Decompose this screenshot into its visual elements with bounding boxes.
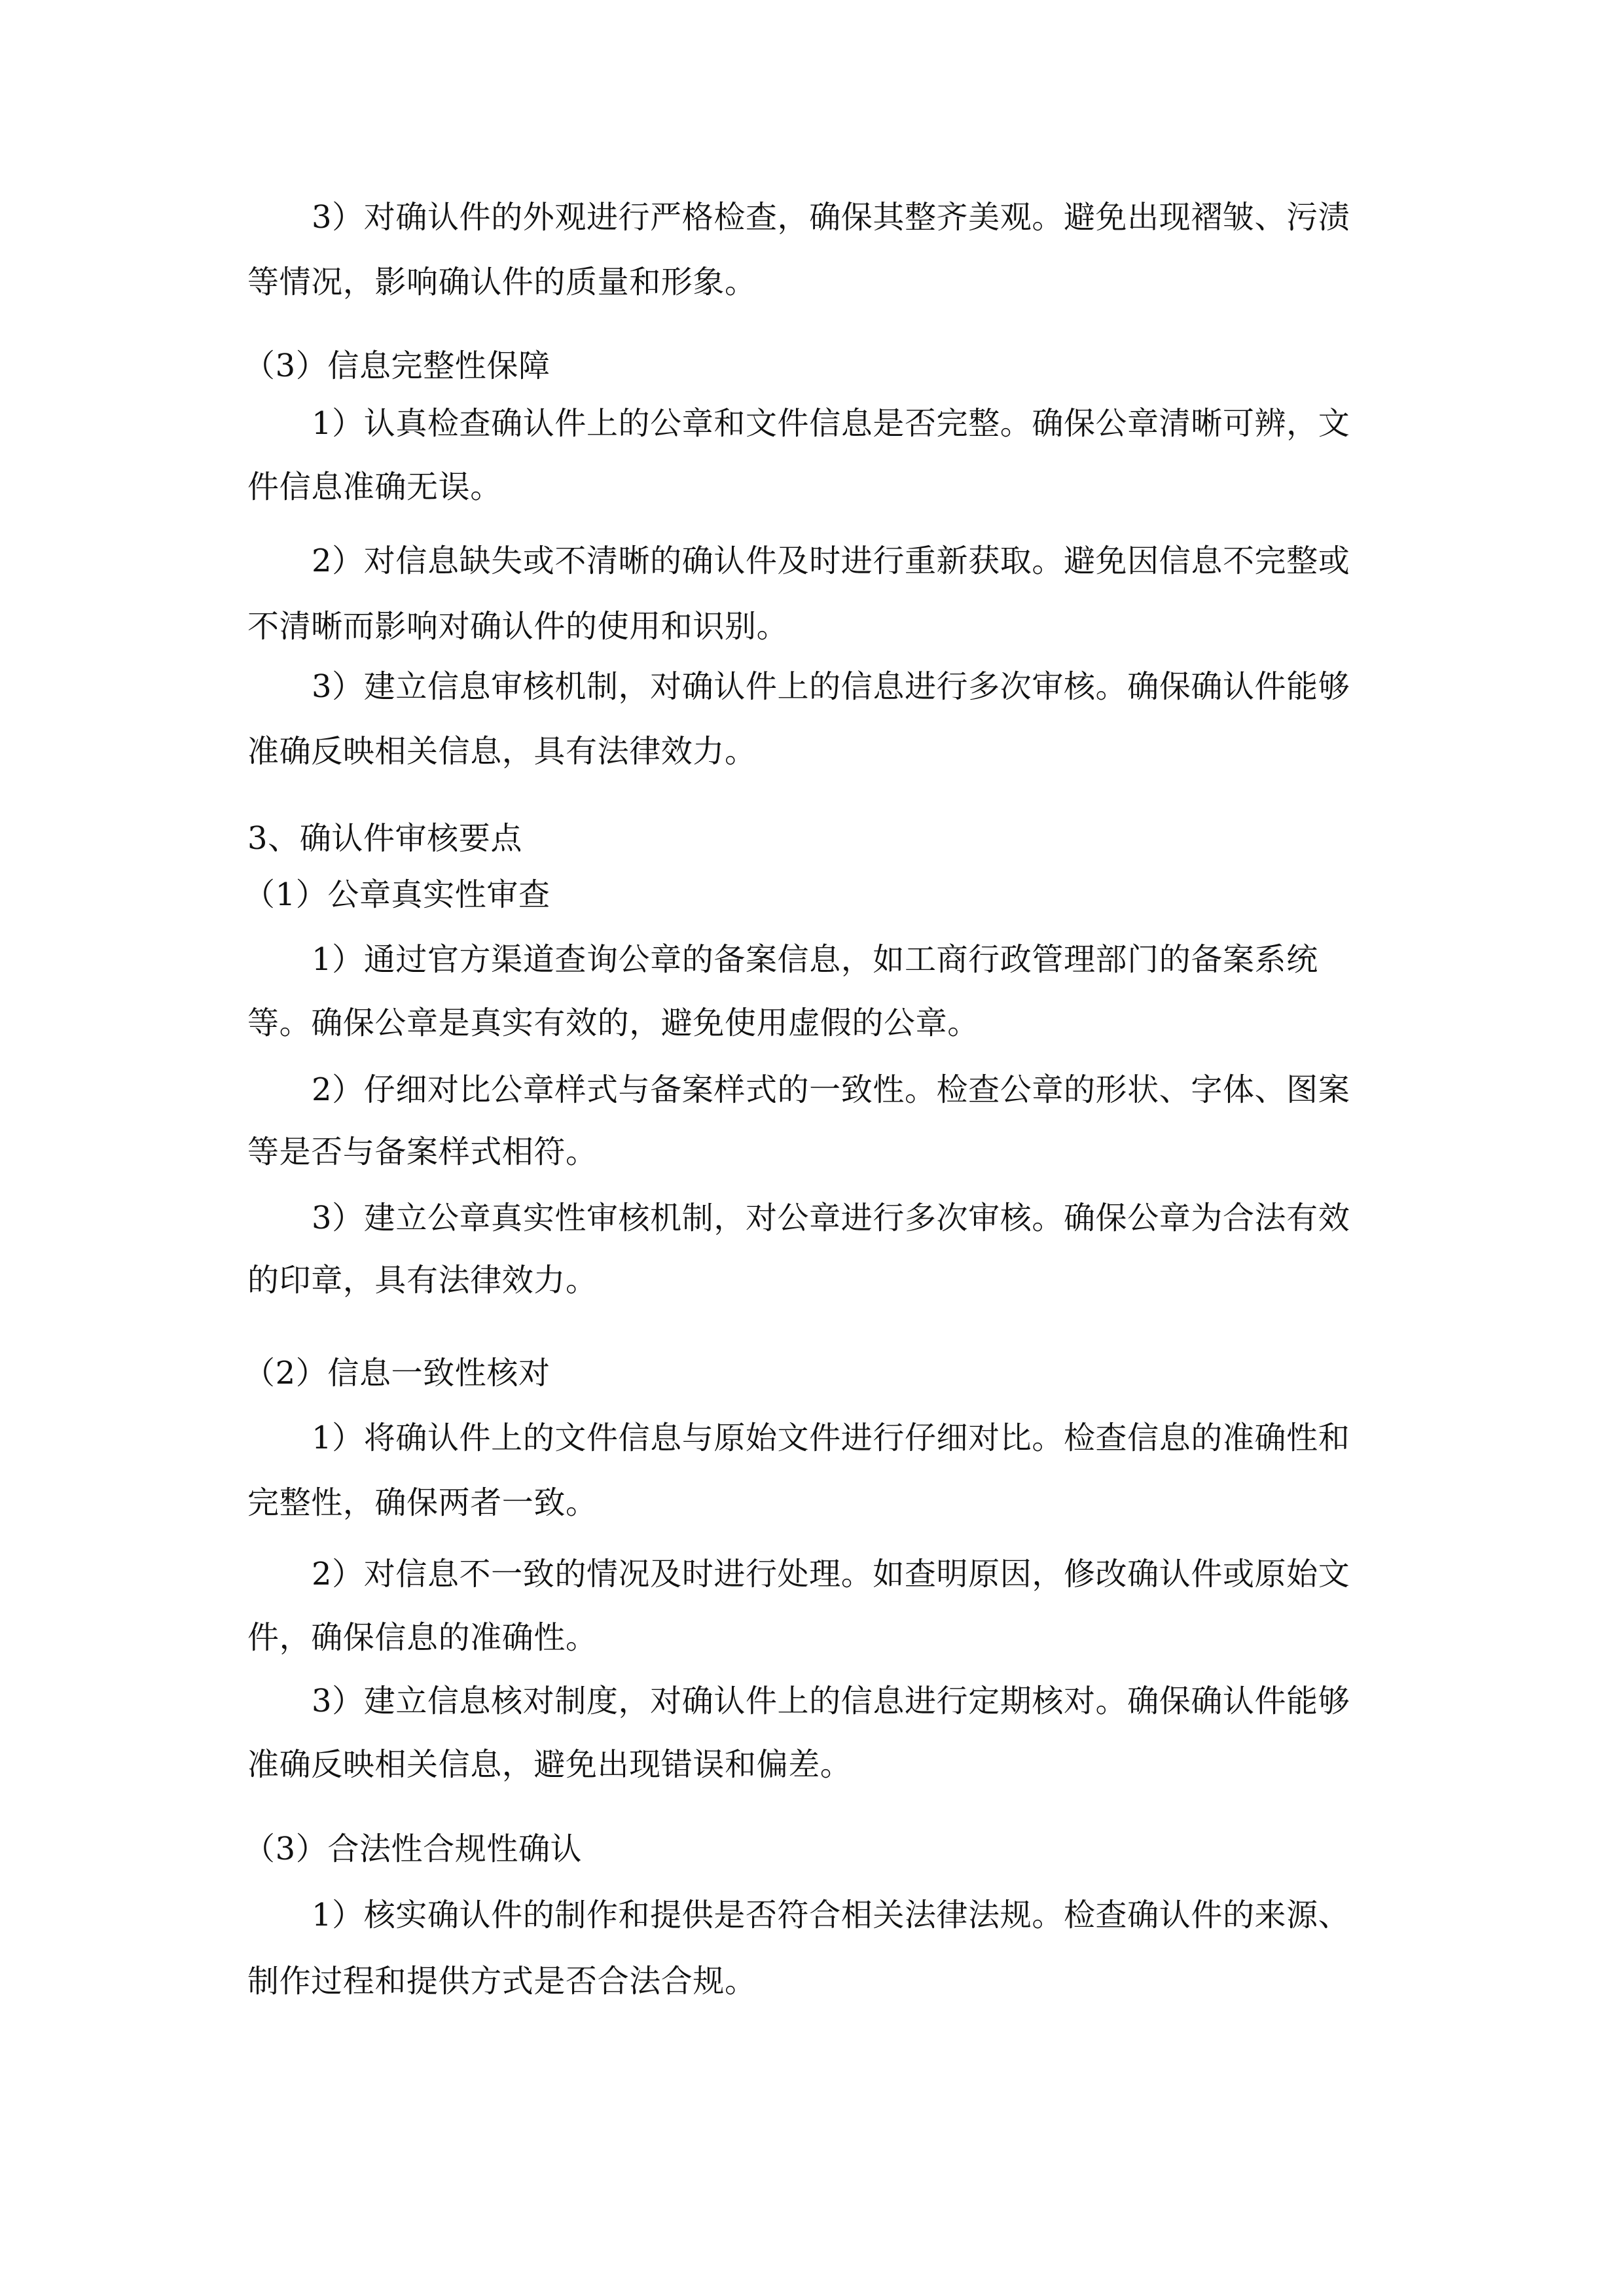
paragraph-line: 2）对信息缺失或不清晰的确认件及时进行重新获取。避免因信息不完整或 [312, 543, 1350, 579]
paragraph-line: 不清晰而影响对确认件的使用和识别。 [247, 608, 789, 645]
paragraph-line: 件，确保信息的准确性。 [247, 1619, 598, 1656]
paragraph-line: 等。确保公章是真实有效的，避免使用虚假的公章。 [247, 1005, 979, 1041]
paragraph-line: 的印章，具有法律效力。 [247, 1262, 598, 1299]
paragraph-line: 3）建立信息核对制度，对确认件上的信息进行定期核对。确保确认件能够 [312, 1683, 1350, 1719]
paragraph-line: 1）通过官方渠道查询公章的备案信息，如工商行政管理部门的备案系统 [312, 941, 1318, 978]
paragraph-line: 1）认真检查确认件上的公章和文件信息是否完整。确保公章清晰可辨，文 [312, 405, 1350, 442]
paragraph-line: 3）对确认件的外观进行严格检查，确保其整齐美观。避免出现褶皱、污渍 [312, 199, 1350, 236]
paragraph-line: 2）对信息不一致的情况及时进行处理。如查明原因，修改确认件或原始文 [312, 1556, 1350, 1592]
section-heading: 3、确认件审核要点 [247, 820, 522, 857]
paragraph-line: 1）核实确认件的制作和提供是否符合相关法律法规。检查确认件的来源、 [312, 1897, 1350, 1933]
subsection-heading: （1）公章真实性审查 [244, 876, 550, 913]
paragraph-line: 制作过程和提供方式是否合法合规。 [247, 1963, 757, 2000]
paragraph-line: 3）建立公章真实性审核机制，对公章进行多次审核。确保公章为合法有效 [312, 1200, 1350, 1236]
subsection-heading: （2）信息一致性核对 [244, 1355, 550, 1391]
paragraph-line: 1）将确认件上的文件信息与原始文件进行仔细对比。检查信息的准确性和 [312, 1420, 1350, 1456]
paragraph-line: 等情况，影响确认件的质量和形象。 [247, 264, 757, 300]
subsection-heading: （3）合法性合规性确认 [244, 1831, 583, 1867]
paragraph-line: 件信息准确无误。 [247, 469, 502, 505]
paragraph-line: 准确反映相关信息，避免出现错误和偏差。 [247, 1746, 852, 1783]
paragraph-line: 3）建立信息审核机制，对确认件上的信息进行多次审核。确保确认件能够 [312, 668, 1350, 705]
paragraph-line: 等是否与备案样式相符。 [247, 1134, 598, 1170]
paragraph-line: 2）仔细对比公章样式与备案样式的一致性。检查公章的形状、字体、图案 [312, 1071, 1350, 1108]
paragraph-line: 完整性，确保两者一致。 [247, 1484, 598, 1521]
paragraph-line: 准确反映相关信息，具有法律效力。 [247, 733, 757, 770]
subsection-heading: （3）信息完整性保障 [244, 348, 550, 384]
